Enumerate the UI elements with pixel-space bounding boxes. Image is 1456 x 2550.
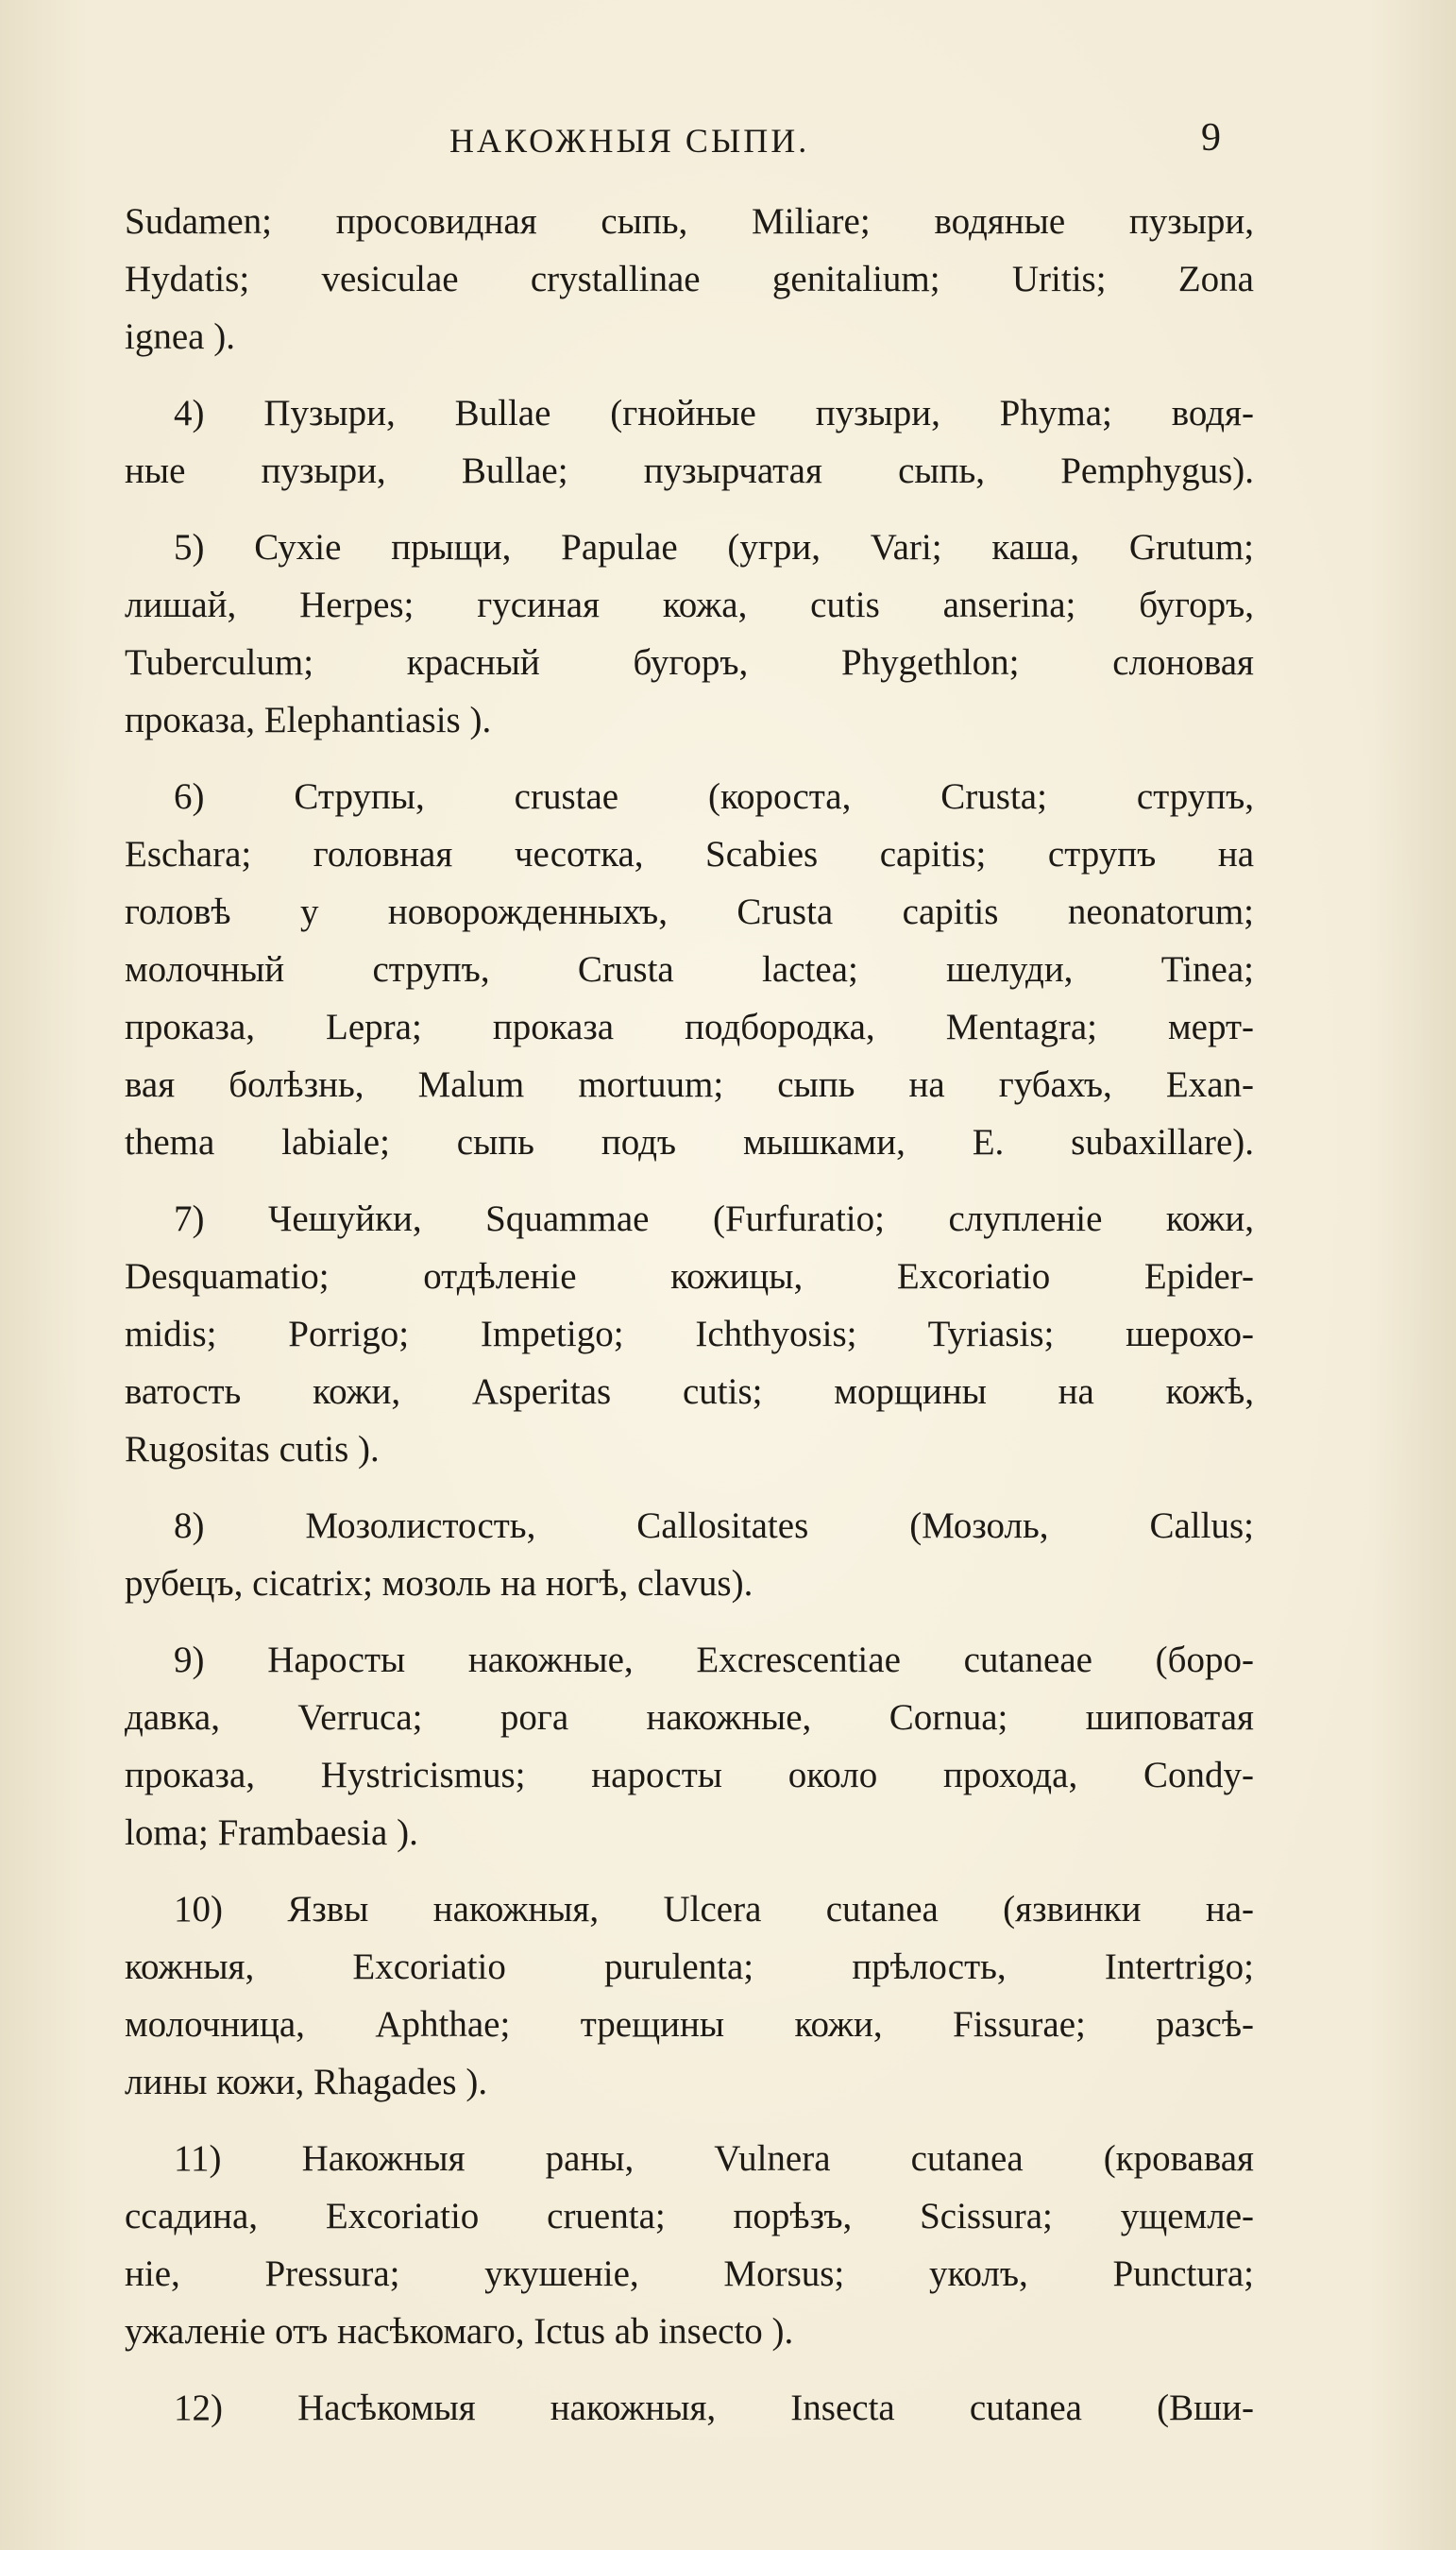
running-title: НАКОЖНЫЯ СЫПИ.	[449, 122, 810, 160]
text-line: 4) Пузыри, Bullae (гнойные пузыри, Phyma; водя-	[174, 393, 1254, 434]
text-line: Tuberculum; красный бугоръ, Phygethlon; слоновая	[125, 642, 1254, 683]
paragraph-gap	[125, 366, 1254, 384]
text-line: вая болѣзнь, Malum mortuum; сыпь на губахъ, Exan-	[125, 1064, 1254, 1105]
text-line: проказа, Elephantiasis ).	[125, 700, 492, 740]
text-line: Eschara; головная чесотка, Scabies capitis; струпъ на	[125, 834, 1254, 875]
text-line: ignea ).	[125, 316, 235, 357]
text-line: ніе, Pressura; укушеніе, Morsus; уколъ, Punctura;	[125, 2253, 1254, 2294]
text-line: лишай, Herpes; гусиная кожа, cutis anserina; бугоръ,	[125, 585, 1254, 625]
text-line: ные пузыри, Bullae; пузырчатая сыпь, Pemphygus).	[125, 450, 1254, 491]
text-line: 9) Наросты накожные, Excrescentiae cutaneae (боро-	[174, 1640, 1254, 1680]
running-head	[0, 116, 1456, 178]
text-line: проказа, Hystricismus; наросты около прохода, Condy-	[125, 1755, 1254, 1795]
text-line: 6) Струпы, crustae (короста, Crusta; струпъ,	[174, 776, 1254, 817]
text-line: thema labiale; сыпь подъ мышками, E. subaxillare).	[125, 1122, 1254, 1163]
paragraph-gap	[125, 1171, 1254, 1190]
text-line: Desquamatio; отдѣленіе кожицы, Excoriatio Epider-	[125, 1256, 1254, 1297]
text-line: 10) Язвы накожныя, Ulcera cutanea (язвинки на-	[174, 1889, 1254, 1930]
text-line: 5) Сухіе прыщи, Papulae (угри, Vari; каша, Grutum;	[174, 527, 1254, 568]
paragraph-gap	[125, 1478, 1254, 1497]
text-line: лины кожи, Rhagades ).	[125, 2062, 488, 2102]
text-line: midis; Porrigo; Impetigo; Ichthyosis; Tyriasis; шерохо-	[125, 1314, 1254, 1354]
text-line: ссадина, Excoriatio cruenta; порѣзъ, Scissura; ущемле-	[125, 2196, 1254, 2236]
text-line: Hydatis; vesiculae crystallinae genitalium; Uritis; Zona	[125, 259, 1254, 299]
paragraph-gap	[125, 500, 1254, 518]
paragraph-gap	[125, 2360, 1254, 2379]
text-line: молочный струпъ, Crusta lactea; шелуди, Tinea;	[125, 949, 1254, 990]
text-line: Rugositas cutis ).	[125, 1429, 380, 1470]
paragraph-gap	[125, 2111, 1254, 2130]
paragraph-gap	[125, 1862, 1254, 1880]
text-line: проказа, Lepra; проказа подбородка, Mentagra; мерт-	[125, 1007, 1254, 1047]
text-line: ужаленіе отъ насѣкомаго, Ictus ab insecto ).	[125, 2311, 794, 2352]
text-line: 8) Мозолистость, Callositates (Мозоль, Callus;	[174, 1505, 1254, 1546]
text-line: молочница, Aphthae; трещины кожи, Fissurae; разсѣ-	[125, 2004, 1254, 2045]
paragraph-gap	[125, 749, 1254, 768]
text-line: 12) Насѣкомыя накожныя, Insecta cutanea (Вши-	[174, 2388, 1254, 2428]
text-line: ватость кожи, Asperitas cutis; морщины на кожѣ,	[125, 1371, 1254, 1412]
text-line: кожныя, Excoriatio purulenta; прѣлость, Intertrigo;	[125, 1946, 1254, 1987]
text-line: давка, Verruca; рога накожные, Cornua; шиповатая	[125, 1697, 1254, 1738]
text-line: головѣ у новорожденныхъ, Crusta capitis neonatorum;	[125, 892, 1254, 932]
text-line: 7) Чешуйки, Squammae (Furfuratio; слупленіе кожи,	[174, 1198, 1254, 1239]
text-line: Sudamen; просовидная сыпь, Miliare; водяные пузыри,	[125, 201, 1254, 242]
page-number: 9	[1201, 116, 1221, 160]
text-line: loma; Frambaesia ).	[125, 1812, 418, 1853]
text-line: 11) Накожныя раны, Vulnera cutanea (кровавая	[174, 2138, 1254, 2179]
text-line: рубецъ, cicatrix; мозоль на ногѣ, clavus).	[125, 1563, 753, 1604]
paragraph-gap	[125, 1612, 1254, 1631]
body-text	[125, 193, 1254, 2437]
